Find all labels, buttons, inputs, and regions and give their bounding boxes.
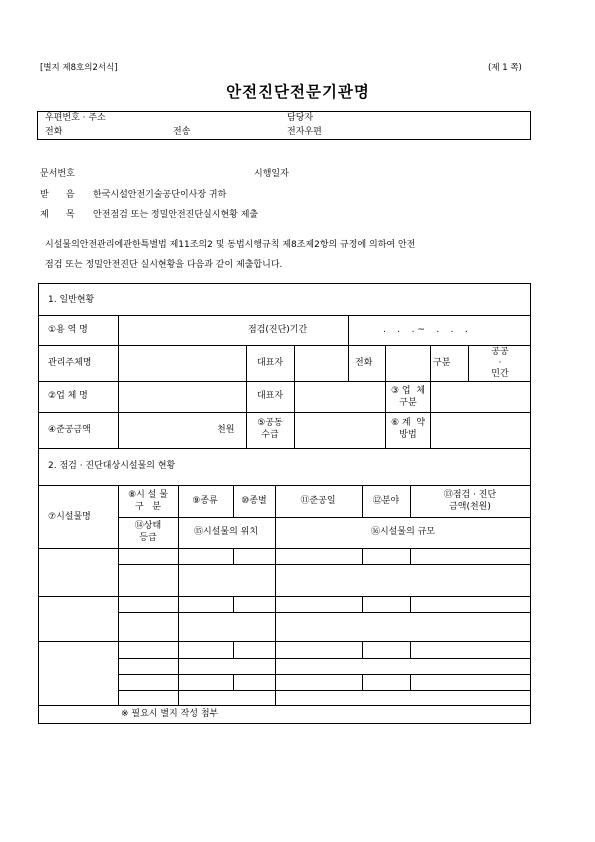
facility-name-label: ⑦시설물명 [48,512,91,522]
table-rule [410,641,411,658]
table-rule [233,548,234,564]
completion-amount-label: ④준공금액 [48,425,91,435]
table-rule [410,485,411,517]
service-name-label: ①용 역 명 [48,325,88,335]
section-2-heading: 2. 점검 · 진단대상시설물의 현황 [48,461,176,471]
phone-column-label: 전화 [355,358,373,368]
category-public: 공공 [491,347,509,357]
body-text-line-1: 시설물의안전관리에관한특별법 제11조의2 및 동법시행규칙 제8조제2항의 규정에 의하여 안전 [45,240,416,250]
table-rule [38,381,531,382]
form-reference: [별지 제8호의2서식] [40,63,118,73]
table-rule [362,596,363,612]
table-rule [118,658,531,659]
table-rule [362,548,363,564]
kind-label: ⑨종류 [192,496,218,506]
table-rule [385,345,386,448]
table-rule [294,345,295,448]
table-rule [430,345,431,448]
section-1-heading: 1. 일반현황 [48,295,95,305]
category-dot: · [498,358,502,368]
field-label: ⑫분야 [372,496,400,506]
table-rule [38,315,531,316]
table-rule [410,596,411,612]
table-rule [38,596,531,597]
representative-label: 대표자 [256,358,284,368]
table-rule [233,674,234,690]
joint-contract-label-1: ⑤공동 [257,418,283,428]
table-rule [246,345,247,448]
footer-note: ※ 필요시 별지 작성 첨부 [121,709,219,719]
phone-label: 전화 [45,127,63,137]
table-rule [38,485,531,486]
table-rule [178,485,179,705]
table-rule [118,315,119,448]
table-rule [348,315,349,345]
sender-info-box [37,111,531,140]
scale-label: ⑯시설물의 규모 [370,527,436,537]
facility-type-label-2: 구 분 [135,502,161,512]
table-rule [275,485,276,705]
page-reference: (제 1 쪽) [488,63,522,73]
table-rule [410,674,411,690]
manager-label: 관리주체명 [48,358,92,368]
recipient-value: 한국시설안전기술공단이사장 귀하 [93,190,227,200]
table-rule [38,641,531,642]
business-type-label-2: 구분 [399,398,417,408]
doc-number-label: 문서번호 [40,169,75,179]
category-label: 구분 [433,358,451,368]
email-label: 전자우편 [287,127,322,137]
business-type-label-1: ③ 업 체 [390,386,426,396]
table-rule [468,345,469,381]
subject-value: 안전점검 또는 정밀안전진단실시현황 제출 [93,210,259,220]
body-text-line-2: 점검 또는 정밀안전진단 실시현황을 다음과 같이 제출합니다. [45,260,283,270]
contract-method-label-1: ⑥ 계 약 [390,418,426,428]
joint-contract-label-2: 수급 [261,430,279,440]
amount-label-1: ⑬점검 · 진단 [443,490,497,500]
facility-type-label-1: ⑧시 설 물 [128,490,168,500]
table-rule [362,641,363,658]
table-rule [233,641,234,658]
contract-method-label-2: 방법 [399,430,417,440]
table-rule [38,412,531,413]
table-rule [38,548,531,549]
status-grade-label-1: ⑭상태 [134,521,162,531]
table-rule [233,485,234,517]
postal-address-label: 우편번호 · 주소 [45,113,106,123]
table-rule [118,517,531,518]
table-rule [362,674,363,690]
table-rule [233,596,234,612]
grade-label: ⑩종별 [241,496,267,506]
table-rule [38,448,531,449]
unit-won: 천원 [217,425,235,435]
table-rule [118,674,531,675]
table-rule [38,705,531,706]
contact-person-label: 담당자 [287,113,314,123]
completion-date-label: ⑪준공일 [300,496,336,506]
subject-label: 제 목 [40,210,75,220]
table-rule [118,564,531,565]
table-rule [410,548,411,564]
table-rule [362,485,363,517]
recipient-label: 받 음 [40,190,75,200]
document-title: 안전진단전문기관명 [226,82,370,101]
table-rule [38,345,531,346]
period-value: . . . ~ . . . [383,325,468,335]
table-rule [118,485,119,705]
amount-label-2: 금액(천원) [449,502,491,512]
table-rule [118,612,531,613]
location-label: ⑮시설물의 위치 [193,527,259,537]
status-grade-label-2: 등급 [139,533,157,543]
fax-label: 전송 [173,127,191,137]
table-rule [348,345,349,381]
category-private: 민간 [491,369,509,379]
company-name-label: ②업 체 명 [48,391,88,401]
table-rule [118,690,531,691]
representative-label-2: 대표자 [256,391,284,401]
period-label: 점검(진단)기간 [248,325,308,335]
enforce-date-label: 시행일자 [254,169,289,179]
